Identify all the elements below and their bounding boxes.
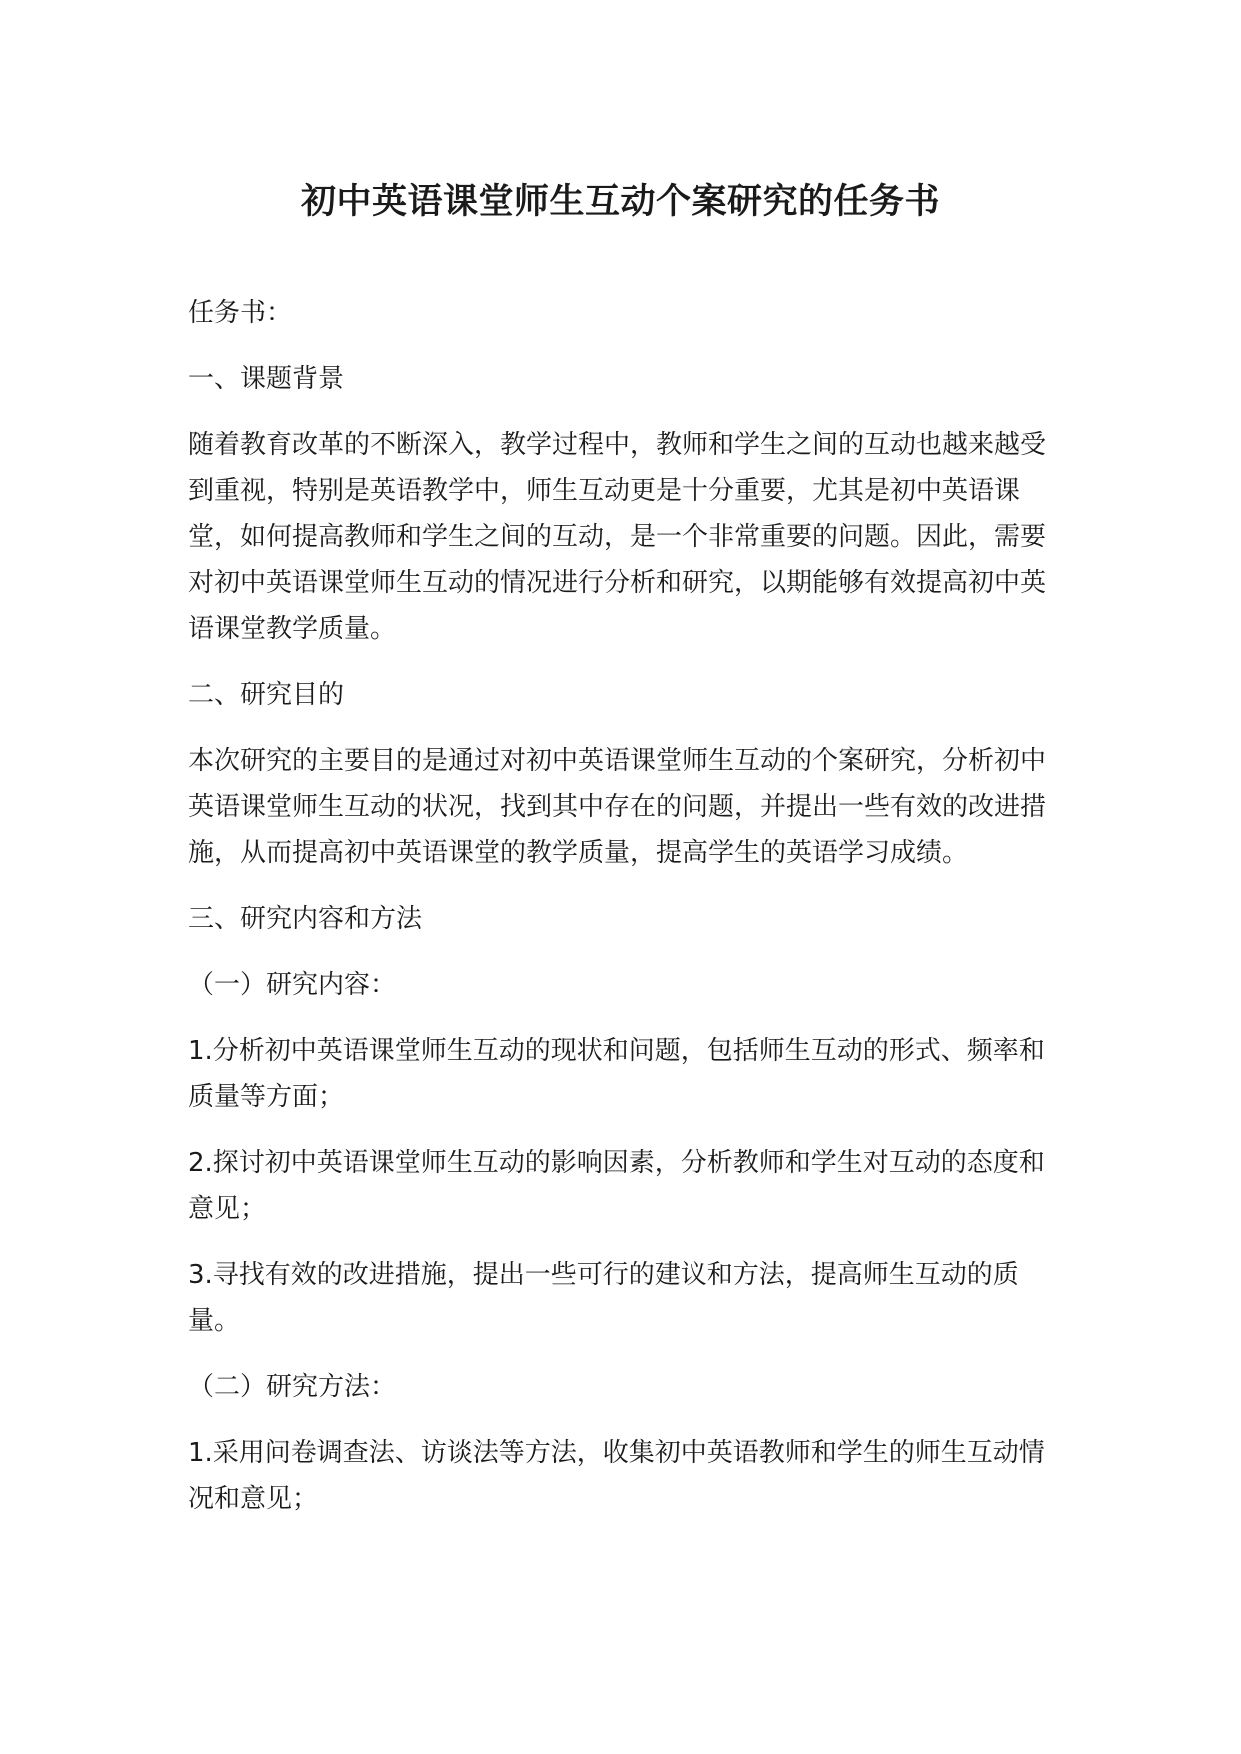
content-item-1: 1.分析初中英语课堂师生互动的现状和问题，包括师生互动的形式、频率和质量等方面； bbox=[188, 1036, 1045, 1112]
paragraph-background: 随着教育改革的不断深入，教学过程中，教师和学生之间的互动也越来越受到重视，特别是英语教学中，师生互动更是十分重要，尤其是初中英语课堂，如何提高教师和学生之间的互动，是一个非常重要的问题。因此，需要对初中英语课堂师生互动的情况进行分析和研究，以期能够有效提高初中英语课堂教学质量。 bbox=[188, 430, 1047, 644]
subheading-content: （一）研究内容： bbox=[188, 970, 397, 1000]
document-title: 初中英语课堂师生互动个案研究的任务书 bbox=[300, 182, 940, 222]
content-item-2: 2.探讨初中英语课堂师生互动的影响因素，分析教师和学生对互动的态度和意见； bbox=[188, 1148, 1045, 1224]
paragraph-purpose: 本次研究的主要目的是通过对初中英语课堂师生互动的个案研究，分析初中英语课堂师生互动的状况，找到其中存在的问题，并提出一些有效的改进措施，从而提高初中英语课堂的教学质量，提高学生的英语学习成绩。 bbox=[188, 746, 1047, 868]
method-item-1: 1.采用问卷调查法、访谈法等方法，收集初中英语教师和学生的师生互动情况和意见； bbox=[188, 1438, 1045, 1514]
document-body bbox=[188, 290, 1070, 1542]
heading-background: 一、课题背景 bbox=[188, 364, 345, 394]
paragraph-task-label: 任务书： bbox=[188, 298, 293, 328]
heading-content-method: 三、研究内容和方法 bbox=[188, 904, 423, 934]
heading-purpose: 二、研究目的 bbox=[188, 680, 345, 710]
content-item-3: 3.寻找有效的改进措施，提出一些可行的建议和方法，提高师生互动的质量。 bbox=[188, 1260, 1019, 1336]
subheading-method: （二）研究方法： bbox=[188, 1372, 397, 1402]
